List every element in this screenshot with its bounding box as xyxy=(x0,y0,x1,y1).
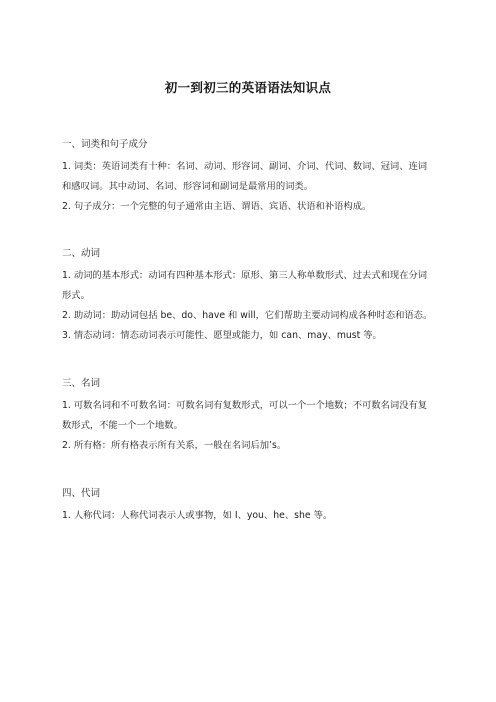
paragraph: 1. 词类：英语词类有十种：名词、动词、形容词、副词、介词、代词、数词、冠词、连词和感叹词。其中动词、名词、形容词和副词是最常用的词类。 xyxy=(62,161,428,192)
section-nouns xyxy=(62,377,434,456)
section-verbs xyxy=(62,247,434,346)
document-title: 初一到初三的英语语法知识点 xyxy=(164,80,332,95)
paragraph: 1. 人称代词：人称代词表示人或事物，如 I、you、he、she 等。 xyxy=(62,510,333,521)
section-word-classes xyxy=(62,138,434,217)
paragraph: 1. 动词的基本形式：动词有四种基本形式：原形、第三人称单数形式、过去式和现在分词形式。 xyxy=(62,270,428,301)
section-heading: 四、代词 xyxy=(62,488,101,499)
section-pronouns xyxy=(62,487,434,526)
section-heading: 一、词类和句子成分 xyxy=(62,139,148,150)
section-heading: 二、动词 xyxy=(62,248,101,259)
paragraph: 1. 可数名词和不可数名词：可数名词有复数形式，可以一个一个地数；不可数名词没有复数形式，不能一个一个地数。 xyxy=(62,400,428,431)
paragraph: 2. 助动词：助动词包括 be、do、have 和 will，它们帮助主要动词构成各种时态和语态。 xyxy=(62,310,433,321)
section-heading: 三、名词 xyxy=(62,378,101,389)
paragraph: 3. 情态动词：情态动词表示可能性、愿望或能力，如 can、may、must 等。 xyxy=(62,330,382,341)
paragraph: 2. 句子成分：一个完整的句子通常由主语、谓语、宾语、状语和补语构成。 xyxy=(62,201,372,212)
paragraph: 2. 所有格：所有格表示所有关系，一般在名词后加’s。 xyxy=(62,440,287,451)
